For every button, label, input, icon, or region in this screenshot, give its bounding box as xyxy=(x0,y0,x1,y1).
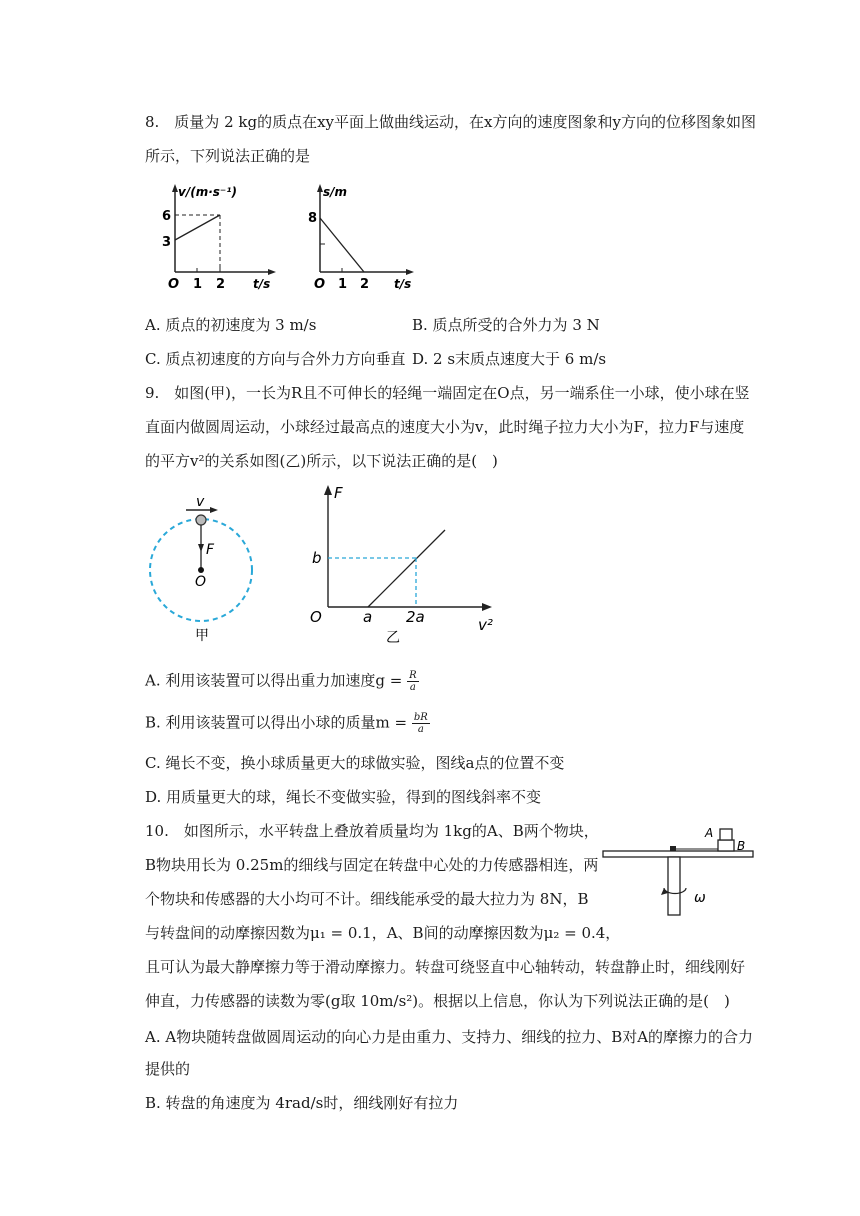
q9-option-b-denominator: a xyxy=(417,724,424,735)
q8-option-b: B. 质点所受的合外力为 3 N xyxy=(412,316,600,334)
q9-option-c: C. 绳长不变，换小球质量更大的球做实验，图线a点的位置不变 xyxy=(145,754,565,772)
q8-s-tick-8: 8 xyxy=(308,211,318,226)
q10-option-b: B. 转盘的角速度为 4rad/s时，细线刚好有拉力 xyxy=(145,1094,459,1112)
q8-v-xtick-2: 2 xyxy=(216,277,226,292)
q9-yi-F-label: F xyxy=(334,484,343,502)
q8-s-xtick-2: 2 xyxy=(360,277,370,292)
q8-s-xtick-1: 1 xyxy=(338,277,348,292)
q10-fig-A-label: A xyxy=(705,826,714,840)
q8-v-axis-label: v/(m·s⁻¹) xyxy=(178,185,237,199)
q9-yi-b-label: b xyxy=(312,549,322,567)
q9-yi-caption: 乙 xyxy=(386,630,400,646)
q9-yi-2a-label: 2a xyxy=(406,608,425,626)
q8-v-xlabel: t/s xyxy=(253,277,271,291)
q9-stem-line1: 9. 如图(甲)，一长为R且不可伸长的轻绳一端固定在O点，另一端系住一小球，使小球在竖 xyxy=(145,384,750,402)
q10-fig-omega-label: ω xyxy=(694,890,706,906)
q10-line4: 与转盘间的动摩擦因数为μ₁ = 0.1，A、B间的动摩擦因数为μ₂ = 0.4， xyxy=(145,924,621,942)
q9-option-b-text: B. 利用该装置可以得出小球的质量m = xyxy=(145,713,412,732)
q9-option-a-fraction xyxy=(407,670,419,693)
q9-stem-line3: 的平方v²的关系如图(乙)所示，以下说法正确的是( ) xyxy=(145,452,498,470)
q9-option-a-text: A. 利用该装置可以得出重力加速度g = xyxy=(145,671,408,690)
q9-yi-v2-label: v² xyxy=(478,616,493,634)
q9-stem-line2: 直面内做圆周运动，小球经过最高点的速度大小为v，此时绳子拉力大小为F，拉力F与速度 xyxy=(145,418,745,436)
q8-option-a: A. 质点的初速度为 3 m/s xyxy=(145,316,317,334)
q9-jia-F-label: F xyxy=(206,542,215,558)
q9-jia-O-label: O xyxy=(195,574,207,590)
q8-velocity-graph xyxy=(140,180,290,295)
q9-option-d: D. 用质量更大的球，绳长不变做实验，得到的图线斜率不变 xyxy=(145,788,542,806)
q9-option-b-fraction xyxy=(412,712,430,735)
q10-fig-B-label: B xyxy=(737,839,746,853)
q9-yi-a-label: a xyxy=(363,608,373,626)
q10-line5: 且可认为最大静摩擦力等于滑动摩擦力。转盘可绕竖直中心轴转动，转盘静止时，细线刚好 xyxy=(145,958,746,976)
q8-displacement-graph xyxy=(290,180,425,295)
q9-option-b-numerator: bR xyxy=(413,712,428,723)
q9-option-b xyxy=(145,712,430,735)
q9-option-a-denominator: a xyxy=(409,682,416,693)
q9-option-a xyxy=(145,670,419,693)
q9-option-a-numerator: R xyxy=(409,670,417,681)
q8-v-origin: O xyxy=(168,277,180,292)
q10-line6: 伸直，力传感器的读数为零(g取 10m/s²)。根据以上信息，你认为下列说法正确的是( ) xyxy=(145,992,730,1010)
q8-v-xtick-1: 1 xyxy=(193,277,203,292)
q9-jia-caption: 甲 xyxy=(195,628,209,644)
q9-circle-figure-jia xyxy=(140,490,265,650)
q9-jia-v-label: v xyxy=(196,494,205,510)
q8-v-tick-6: 6 xyxy=(162,209,172,224)
q8-stem-line2: 所示，下列说法正确的是 xyxy=(145,147,311,165)
q8-v-tick-3: 3 xyxy=(162,235,172,250)
q8-s-origin: O xyxy=(314,277,326,292)
q10-line3: 个物块和传感器的大小均可不计。细线能承受的最大拉力为 8N，B xyxy=(145,890,589,908)
q8-stem-line1: 8. 质量为 2 kg的质点在xy平面上做曲线运动，在x方向的速度图象和y方向的位移图象如图 xyxy=(145,113,756,131)
q8-s-axis-label: s/m xyxy=(323,185,348,199)
q10-option-a-line2: 提供的 xyxy=(145,1060,191,1078)
q10-turntable-figure xyxy=(598,818,758,923)
q8-option-c: C. 质点初速度的方向与合外力方向垂直 xyxy=(145,350,406,368)
q8-option-d: D. 2 s末质点速度大于 6 m/s xyxy=(412,350,607,368)
q9-yi-O-label: O xyxy=(310,608,322,626)
q8-s-xlabel: t/s xyxy=(394,277,412,291)
q10-line1: 10. 如图所示，水平转盘上叠放着质量均为 1kg的A、B两个物块， xyxy=(145,822,599,840)
q10-line2: B物块用长为 0.25m的细线与固定在转盘中心处的力传感器相连，两 xyxy=(145,856,599,874)
q10-option-a-line1: A. A物块随转盘做圆周运动的向心力是由重力、支持力、细线的拉力、B对A的摩擦力的合力 xyxy=(145,1028,754,1046)
q9-force-graph-yi xyxy=(300,482,510,652)
